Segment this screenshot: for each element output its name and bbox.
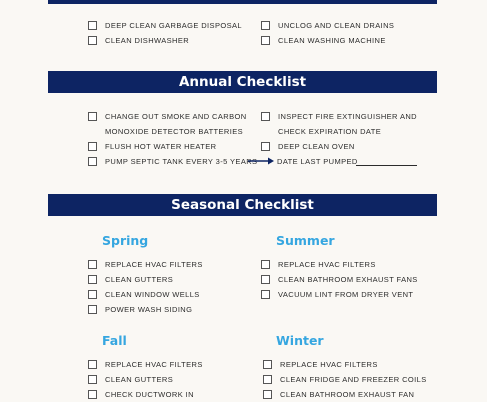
checkbox[interactable] (88, 305, 97, 314)
checkbox[interactable] (88, 36, 97, 45)
item-label: DEEP CLEAN GARBAGE DISPOSAL (105, 21, 242, 30)
checkbox[interactable] (263, 375, 272, 384)
top-section-banner (48, 0, 437, 4)
summer-heading: Summer (276, 233, 335, 248)
checklist-item[interactable] (88, 287, 200, 302)
checklist-item[interactable] (88, 33, 189, 48)
item-label: CHECK DUCTWORK IN (105, 390, 194, 399)
checklist-item[interactable] (88, 302, 192, 317)
checklist-item[interactable] (263, 372, 427, 387)
checklist-item[interactable] (261, 272, 418, 287)
checkbox[interactable] (263, 360, 272, 369)
checkbox[interactable] (263, 390, 272, 399)
checklist-item[interactable] (88, 357, 203, 372)
checkbox[interactable] (88, 157, 97, 166)
item-label: CLEAN FRIDGE AND FREEZER COILS (280, 375, 427, 384)
item-label: CLEAN BATHROOM EXHAUST FANS (278, 275, 418, 284)
item-label: POWER WASH SIDING (105, 305, 193, 314)
checkbox[interactable] (88, 112, 97, 121)
checklist-item[interactable] (261, 109, 439, 139)
checklist-item[interactable] (261, 18, 394, 33)
item-label: REPLACE HVAC FILTERS (105, 360, 203, 369)
checkbox[interactable] (88, 142, 97, 151)
checkbox[interactable] (88, 290, 97, 299)
checkbox[interactable] (261, 36, 270, 45)
item-label: CLEAN DISHWASHER (105, 36, 190, 45)
checkbox[interactable] (261, 275, 270, 284)
item-label: CLEAN GUTTERS (105, 275, 174, 284)
checklist-item[interactable] (261, 257, 376, 272)
annual-checklist-banner (48, 71, 437, 93)
checklist-item[interactable] (88, 18, 242, 33)
checkbox[interactable] (261, 290, 270, 299)
item-label: INSPECT FIRE EXTINGUISHER AND CHECK EXPIRATION DATE (278, 112, 417, 136)
date-blank-line[interactable] (356, 165, 417, 166)
item-label: CLEAN GUTTERS (105, 375, 174, 384)
item-label: REPLACE HVAC FILTERS (278, 260, 376, 269)
item-label: CHANGE OUT SMOKE AND CARBON MONOXIDE DETECTOR BATTERIES (105, 112, 247, 136)
checkbox[interactable] (88, 21, 97, 30)
item-label: VACUUM LINT FROM DRYER VENT (278, 290, 414, 299)
item-label: DEEP CLEAN OVEN (278, 142, 355, 151)
annual-checklist-title: Annual Checklist (178, 74, 307, 90)
winter-heading: Winter (276, 333, 324, 348)
checkbox[interactable] (88, 260, 97, 269)
checkbox[interactable] (88, 390, 97, 399)
fall-heading: Fall (102, 333, 127, 348)
arrow-right-icon (248, 157, 274, 165)
checkbox[interactable] (261, 112, 270, 121)
checklist-item[interactable] (261, 33, 386, 48)
checklist-item[interactable] (88, 139, 216, 154)
checklist-item (277, 154, 358, 169)
checkbox[interactable] (88, 360, 97, 369)
checkbox[interactable] (261, 21, 270, 30)
checklist-item[interactable] (88, 372, 173, 387)
checkbox[interactable] (88, 275, 97, 284)
checklist-item[interactable] (88, 109, 248, 139)
checkbox[interactable] (261, 260, 270, 269)
item-label: REPLACE HVAC FILTERS (105, 260, 203, 269)
checkbox[interactable] (88, 375, 97, 384)
checklist-item[interactable] (263, 357, 378, 372)
seasonal-checklist-banner (48, 194, 437, 216)
item-label: CLEAN WASHING MACHINE (278, 36, 386, 45)
item-label: PUMP SEPTIC TANK EVERY 3-5 YEARS (105, 157, 258, 166)
item-label: UNCLOG AND CLEAN DRAINS (278, 21, 395, 30)
item-label: CLEAN WINDOW WELLS (105, 290, 200, 299)
checkbox[interactable] (261, 142, 270, 151)
item-label: CLEAN BATHROOM EXHAUST FAN (280, 390, 415, 399)
item-label: REPLACE HVAC FILTERS (280, 360, 378, 369)
checklist-item[interactable] (261, 287, 413, 302)
seasonal-checklist-title: Seasonal Checklist (171, 197, 314, 213)
spring-heading: Spring (102, 233, 149, 248)
checklist-item[interactable] (88, 257, 203, 272)
item-label: FLUSH HOT WATER HEATER (105, 142, 217, 151)
checklist-item[interactable] (88, 154, 257, 169)
checklist-item[interactable] (261, 139, 355, 154)
checklist-item[interactable] (88, 272, 173, 287)
item-label: DATE LAST PUMPED (277, 157, 358, 166)
